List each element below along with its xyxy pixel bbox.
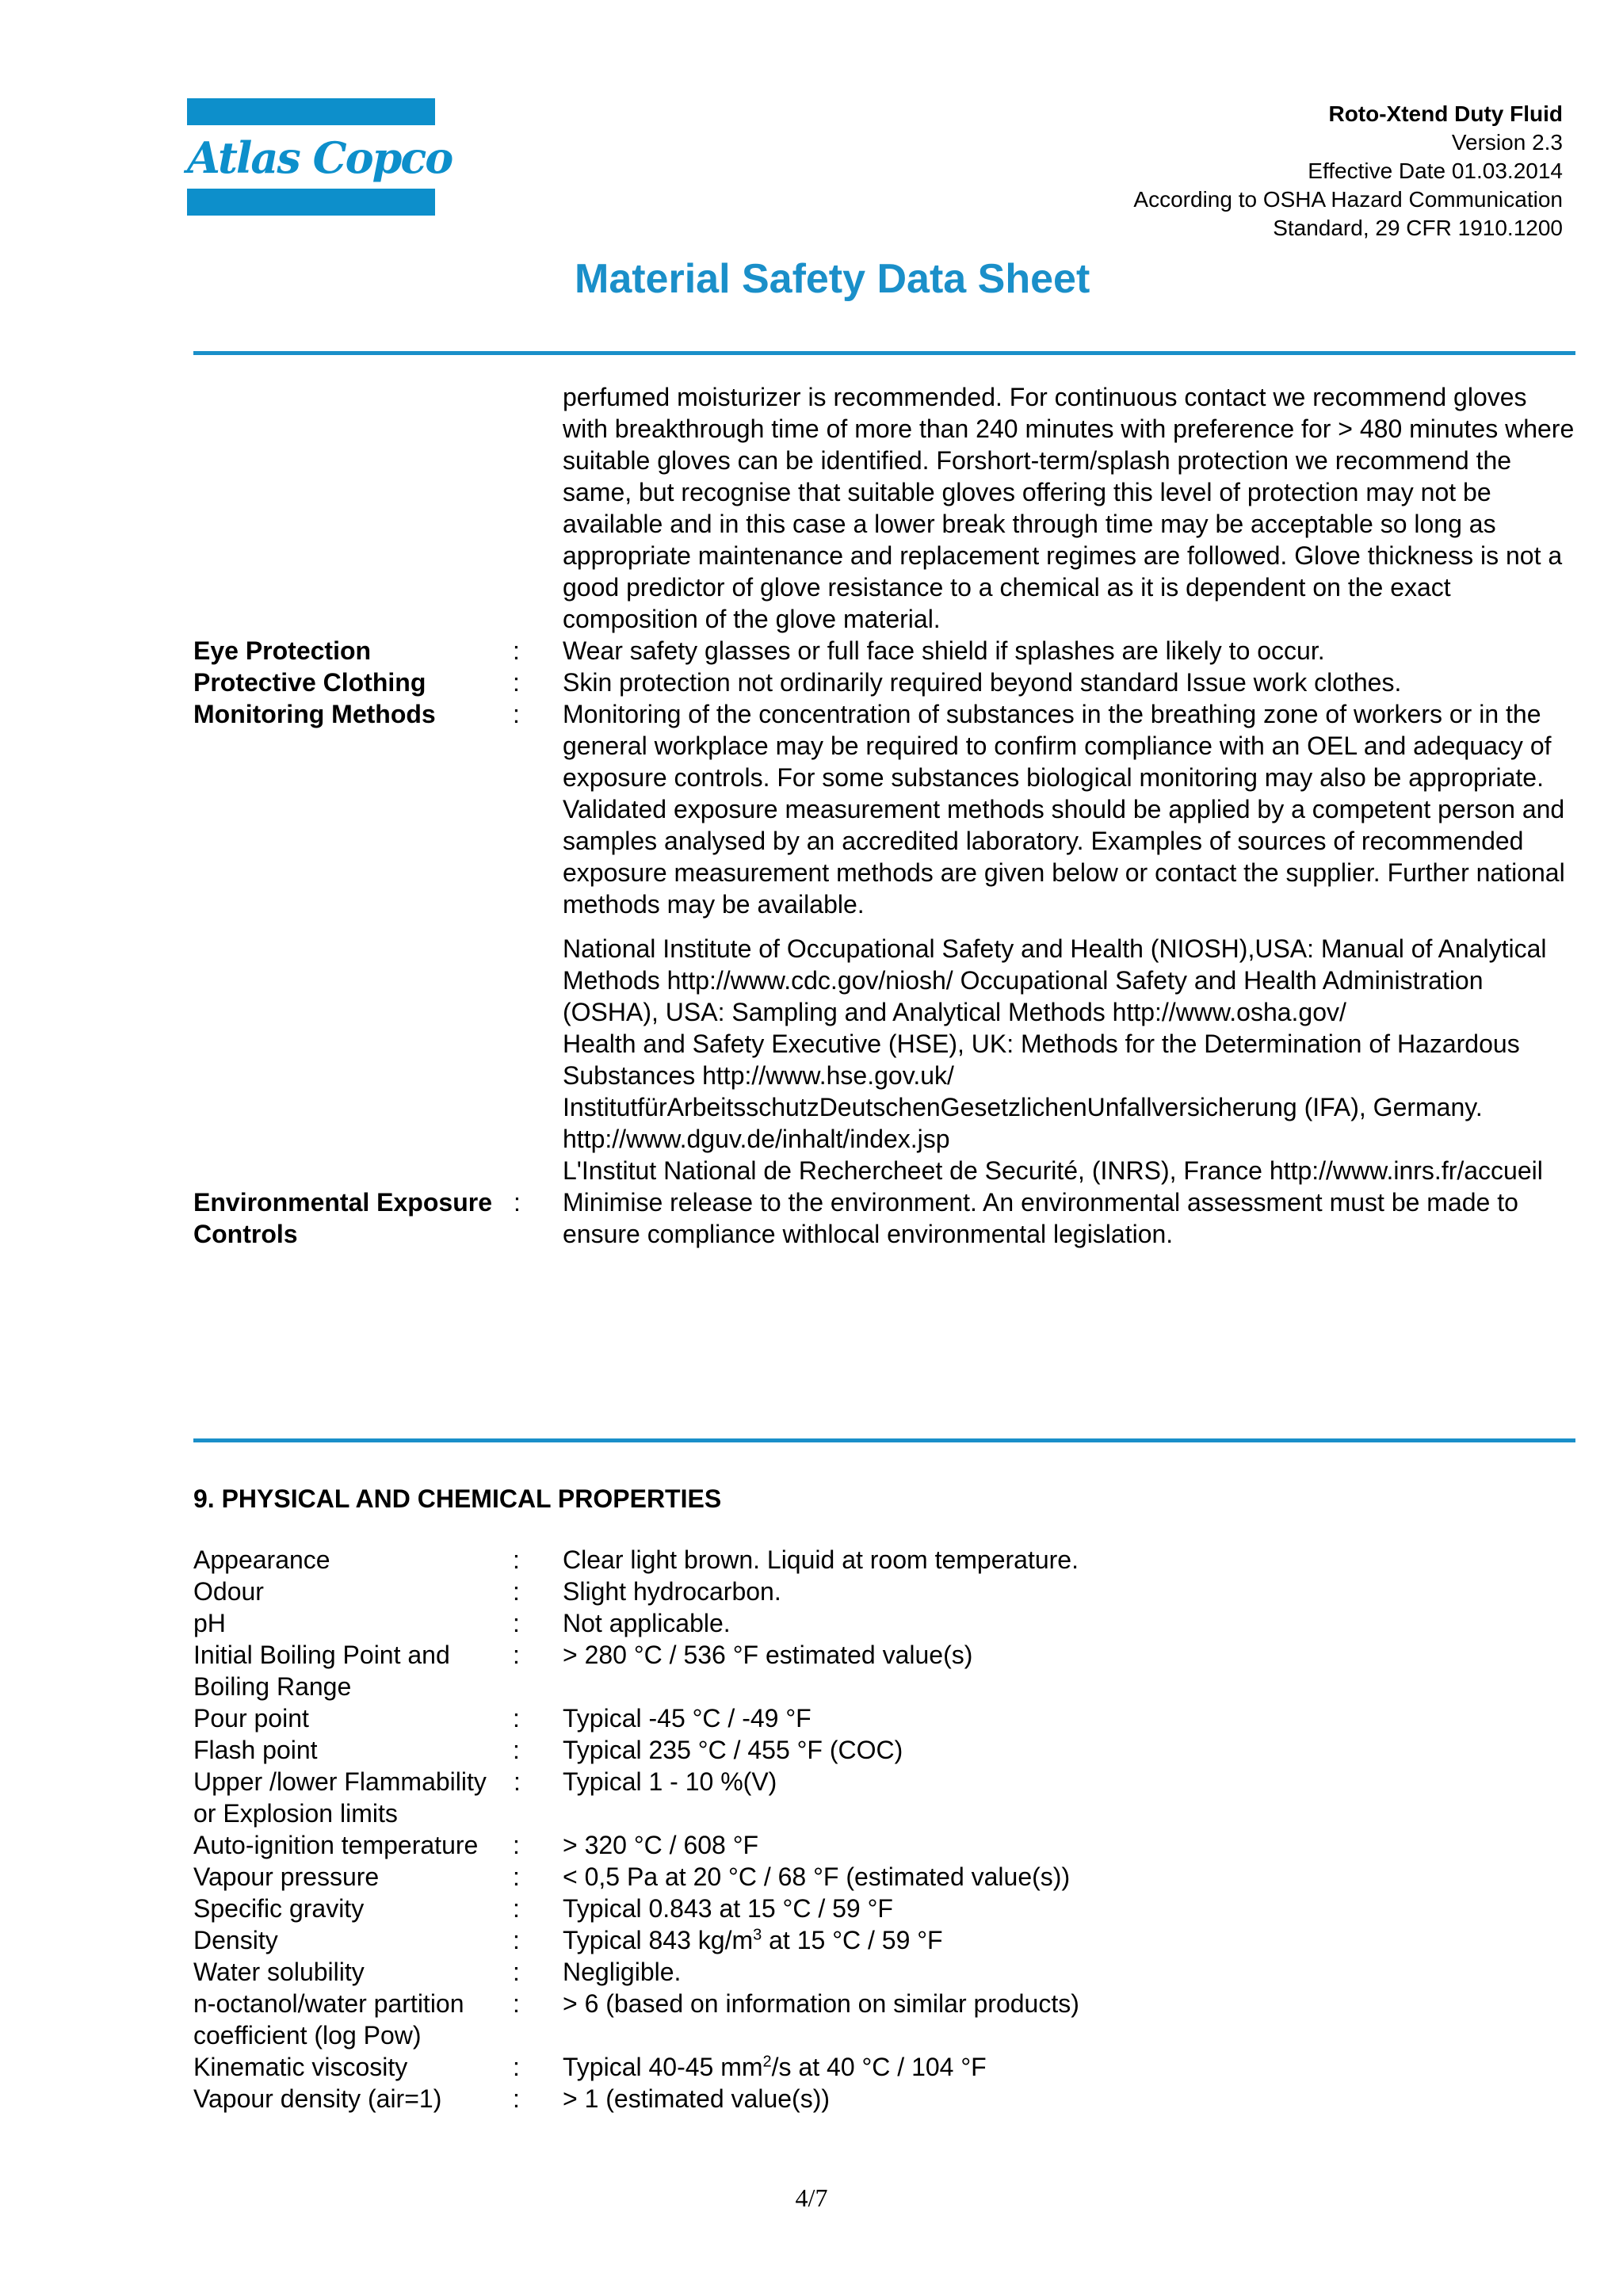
protective-clothing-row bbox=[193, 667, 1556, 698]
viscosity-value-condition: /s at 40 °C / 104 °F bbox=[771, 2053, 987, 2081]
separator: : bbox=[513, 1862, 520, 1891]
separator: : bbox=[513, 2053, 520, 2081]
monitoring-methods-value: Monitoring of the concentration of substances in the breathing zone of workers or in the general workplace may be required to confirm compliance with an OEL and adequacy of exposure controls. For some substances biological monitoring may also be appropriate. Validated exposure measurement methods should be applied by a competent person and samples analysed by an accredited laboratory. Examples of sources of recommended exposure measurement methods are given below or contact the supplier. Further national methods may be available. bbox=[563, 700, 1565, 919]
logo-bottom-bar bbox=[187, 189, 435, 216]
logo-top-bar bbox=[187, 98, 435, 125]
source-niosh-osha: National Institute of Occupational Safety and Health (NIOSH),USA: Manual of Analytical Methods http://www.cdc.gov/niosh/ Occupational Safety and Health Administration (OSHA), USA: Sampling and Analytical Methods http://www.osha.gov/ bbox=[563, 934, 1547, 1026]
property-value bbox=[563, 2051, 1577, 2083]
property-value: Typical 235 °C / 455 °F (COC) bbox=[563, 1736, 903, 1764]
physical-properties-table bbox=[193, 1544, 1556, 2115]
separator: : bbox=[513, 1894, 520, 1923]
glove-protection-continuation: perfumed moisturizer is recommended. For continuous contact we recommend gloves with breakthrough time of more than 240 minutes with preference for > 480 minutes where suitable gloves can be identified. Forshort-term/splash protection we recommend the same, but recognise that suitable gloves offering this level of protection may not be available and in this case a lower break through time may be acceptable so long as appropriate maintenance and replacement regimes are followed. Glove thickness is not a good predictor of glove resistance to a chemical as it is dependent on the exact composition of the glove material. bbox=[563, 383, 1575, 633]
property-value bbox=[563, 1924, 1577, 1956]
property-label: Flash point bbox=[193, 1736, 318, 1764]
section-9-heading: 9. PHYSICAL AND CHEMICAL PROPERTIES bbox=[193, 1484, 722, 1513]
property-row bbox=[193, 1639, 1556, 1702]
property-row bbox=[193, 1893, 1556, 1924]
property-label: Appearance bbox=[193, 1545, 330, 1574]
property-value: Not applicable. bbox=[563, 1609, 731, 1637]
property-value: Typical 1 - 10 %(V) bbox=[563, 1767, 777, 1796]
environmental-exposure-row bbox=[193, 1186, 1556, 1250]
density-unit-exponent: 3 bbox=[753, 1926, 762, 1944]
property-row bbox=[193, 1734, 1556, 1766]
source-inrs: L'Institut National de Rechercheet de Securité, (INRS), France http://www.inrs.fr/accueil bbox=[563, 1156, 1543, 1185]
property-row bbox=[193, 1924, 1556, 1956]
source-ifa: InstitutfürArbeitsschutzDeutschenGesetzlichenUnfallversicherung (IFA), Germany. http://www.dguv.de/inhalt/index.jsp bbox=[563, 1093, 1483, 1153]
effective-date: Effective Date 01.03.2014 bbox=[1308, 159, 1563, 183]
separator: : bbox=[513, 1577, 520, 1606]
property-value: > 320 °C / 608 °F bbox=[563, 1831, 759, 1859]
property-label: Odour bbox=[193, 1577, 264, 1606]
property-value: > 280 °C / 536 °F estimated value(s) bbox=[563, 1641, 973, 1669]
separator: : bbox=[513, 1545, 520, 1574]
viscosity-unit-exponent: 2 bbox=[762, 2053, 772, 2071]
property-label: Pour point bbox=[193, 1704, 309, 1733]
protective-clothing-label: Protective Clothing bbox=[193, 668, 426, 697]
atlas-copco-logo bbox=[187, 98, 453, 216]
property-row bbox=[193, 1576, 1556, 1607]
property-label: n-octanol/water partition coefficient (log Pow) bbox=[193, 1989, 464, 2050]
document-title: Material Safety Data Sheet bbox=[575, 256, 1090, 302]
property-row bbox=[193, 1829, 1556, 1861]
page-number: 4/7 bbox=[795, 2183, 828, 2212]
environmental-exposure-label-line1: Environmental Exposure bbox=[193, 1188, 492, 1217]
separator: : bbox=[513, 1989, 520, 2018]
separator: : bbox=[513, 1641, 520, 1669]
section-divider bbox=[193, 1438, 1575, 1442]
section-8-continuation bbox=[193, 381, 1575, 1250]
property-row bbox=[193, 1988, 1556, 2051]
property-label: Specific gravity bbox=[193, 1894, 365, 1923]
source-hse: Health and Safety Executive (HSE), UK: Methods for the Determination of Hazardous Substances http://www.hse.gov.uk/ bbox=[563, 1030, 1520, 1090]
version: Version 2.3 bbox=[1451, 130, 1563, 155]
property-row bbox=[193, 1607, 1556, 1639]
property-label: Water solubility bbox=[193, 1958, 365, 1986]
property-value: > 1 (estimated value(s)) bbox=[563, 2084, 831, 2113]
property-value: < 0,5 Pa at 20 °C / 68 °F (estimated value(s)) bbox=[563, 1862, 1071, 1891]
separator: : bbox=[513, 700, 520, 728]
viscosity-value-text: Typical 40-45 mm bbox=[563, 2053, 763, 2081]
property-label: Vapour density (air=1) bbox=[193, 2084, 442, 2113]
monitoring-methods-label: Monitoring Methods bbox=[193, 700, 436, 728]
property-label: Vapour pressure bbox=[193, 1862, 380, 1891]
property-label: pH bbox=[193, 1609, 226, 1637]
property-row bbox=[193, 1544, 1556, 1576]
separator: : bbox=[513, 1926, 520, 1954]
regulation-line-2: Standard, 29 CFR 1910.1200 bbox=[1273, 216, 1563, 240]
property-label: Density bbox=[193, 1926, 278, 1954]
separator: : bbox=[513, 1704, 520, 1733]
property-value: Clear light brown. Liquid at room temperature. bbox=[563, 1545, 1079, 1574]
separator: : bbox=[514, 1188, 521, 1217]
density-value-condition: at 15 °C / 59 °F bbox=[762, 1926, 943, 1954]
eye-protection-label: Eye Protection bbox=[193, 636, 372, 665]
property-row bbox=[193, 1956, 1556, 1988]
monitoring-sources bbox=[563, 933, 1577, 1186]
property-label: Auto-ignition temperature bbox=[193, 1831, 479, 1859]
protective-clothing-value: Skin protection not ordinarily required beyond standard Issue work clothes. bbox=[563, 668, 1402, 697]
header-divider bbox=[193, 351, 1575, 355]
property-label: Upper /lower Flammability or Explosion limits bbox=[193, 1767, 487, 1828]
document-header-info bbox=[1133, 100, 1563, 243]
property-label: Kinematic viscosity bbox=[193, 2053, 408, 2081]
logo-wordmark: Atlas Copco bbox=[187, 132, 453, 183]
environmental-exposure-label bbox=[193, 1186, 510, 1250]
separator: : bbox=[513, 1831, 520, 1859]
property-row bbox=[193, 1702, 1556, 1734]
eye-protection-value: Wear safety glasses or full face shield if splashes are likely to occur. bbox=[563, 636, 1325, 665]
property-value: Typical -45 °C / -49 °F bbox=[563, 1704, 812, 1733]
property-value: Slight hydrocarbon. bbox=[563, 1577, 781, 1606]
density-value-text: Typical 843 kg/m bbox=[563, 1926, 754, 1954]
separator: : bbox=[514, 1767, 521, 1796]
separator: : bbox=[513, 1736, 520, 1764]
environmental-exposure-label-line2: Controls bbox=[193, 1220, 298, 1248]
separator: : bbox=[513, 1609, 520, 1637]
eye-protection-row bbox=[193, 635, 1556, 667]
property-row bbox=[193, 1861, 1556, 1893]
property-label: Initial Boiling Point and Boiling Range bbox=[193, 1641, 450, 1701]
monitoring-methods-row bbox=[193, 698, 1565, 920]
property-row bbox=[193, 2051, 1556, 2083]
property-value: Negligible. bbox=[563, 1958, 682, 1986]
separator: : bbox=[513, 1958, 520, 1986]
property-row bbox=[193, 2083, 1556, 2115]
separator: : bbox=[513, 668, 520, 697]
separator: : bbox=[513, 2084, 520, 2113]
property-value: Typical 0.843 at 15 °C / 59 °F bbox=[563, 1894, 893, 1923]
property-row bbox=[193, 1766, 1556, 1829]
product-name: Roto-Xtend Duty Fluid bbox=[1328, 101, 1563, 126]
regulation-line-1: According to OSHA Hazard Communication bbox=[1133, 187, 1563, 212]
environmental-exposure-value: Minimise release to the environment. An environmental assessment must be made to ensure compliance withlocal environmental legislation. bbox=[563, 1188, 1518, 1248]
separator: : bbox=[513, 636, 520, 665]
property-value: > 6 (based on information on similar products) bbox=[563, 1989, 1079, 2018]
